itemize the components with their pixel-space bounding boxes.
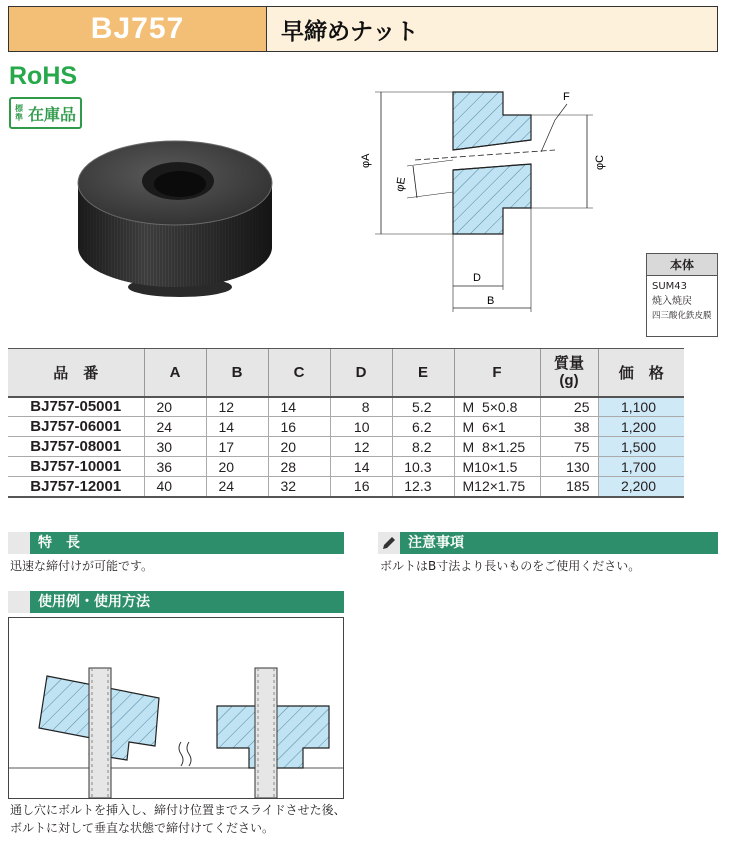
cell: 14 xyxy=(330,457,392,477)
col-header: F xyxy=(454,349,540,397)
col-header: C xyxy=(268,349,330,397)
cell: 75 xyxy=(540,437,598,457)
table-row xyxy=(8,477,684,497)
col-header: 品 番 xyxy=(8,349,144,397)
col-header: E xyxy=(392,349,454,397)
material-line-1: SUM43 xyxy=(652,281,688,292)
cell: 32 xyxy=(268,477,330,497)
dim-label-D: D xyxy=(473,272,481,284)
cell: 10 xyxy=(330,417,392,437)
cell-price: 1,700 xyxy=(598,457,684,477)
cell: 24 xyxy=(206,477,268,497)
product-photo xyxy=(70,135,280,305)
table-header-row xyxy=(8,349,684,397)
cell: M10×1.5 xyxy=(454,457,540,477)
material-box xyxy=(646,253,718,337)
col-header: A xyxy=(144,349,206,397)
cell: M 6×1 xyxy=(454,417,540,437)
cell: 38 xyxy=(540,417,598,437)
col-header: 質量 (g) xyxy=(540,349,598,397)
col-header: B xyxy=(206,349,268,397)
cell: 28 xyxy=(268,457,330,477)
usage-text-2: ボルトに対して垂直な状態で締付けてください。 xyxy=(10,821,275,835)
cell: M 5×0.8 xyxy=(454,397,540,417)
dim-label-phiE: φE xyxy=(394,176,408,193)
stock-badge-small: 標準 xyxy=(15,104,23,122)
cell: 24 xyxy=(144,417,206,437)
cell: 14 xyxy=(268,397,330,417)
stock-badge-label: 在庫品 xyxy=(28,104,77,124)
material-header: 本体 xyxy=(647,254,717,276)
cell-price: 1,500 xyxy=(598,437,684,457)
features-bar xyxy=(8,532,344,554)
cell: 10.3 xyxy=(392,457,454,477)
cell-code: BJ757-08001 xyxy=(8,437,144,457)
product-code: BJ757 xyxy=(9,7,267,51)
cell: 8.2 xyxy=(392,437,454,457)
table-row xyxy=(8,397,684,417)
cell: M12×1.75 xyxy=(454,477,540,497)
cell: 16 xyxy=(268,417,330,437)
cell: M 8×1.25 xyxy=(454,437,540,457)
features-title: 特 長 xyxy=(38,535,80,551)
cell: 20 xyxy=(268,437,330,457)
material-line-2: 焼入焼戻 xyxy=(652,296,692,307)
usage-diagram xyxy=(9,618,343,798)
col-header: D xyxy=(330,349,392,397)
material-line-3: 四三酸化鉄皮膜 xyxy=(652,311,712,321)
table-row xyxy=(8,437,684,457)
spec-table xyxy=(8,348,684,498)
cell: 130 xyxy=(540,457,598,477)
cell: 25 xyxy=(540,397,598,417)
cell: 12 xyxy=(330,437,392,457)
usage-figure-box xyxy=(8,617,344,799)
cell: 40 xyxy=(144,477,206,497)
section-mark xyxy=(378,532,400,554)
usage-title: 使用例・使用方法 xyxy=(38,594,150,610)
table-row xyxy=(8,417,684,437)
cell: 30 xyxy=(144,437,206,457)
stock-badge xyxy=(9,97,82,129)
cell-code: BJ757-06001 xyxy=(8,417,144,437)
dim-label-phiA: φA xyxy=(360,153,372,168)
cell: 12 xyxy=(206,397,268,417)
cautions-title: 注意事項 xyxy=(408,535,464,551)
dimension-drawing xyxy=(355,80,615,320)
col-header: 価 格 xyxy=(598,349,684,397)
cell-code: BJ757-10001 xyxy=(8,457,144,477)
cell: 16 xyxy=(330,477,392,497)
product-title: 早締めナット xyxy=(267,7,717,51)
usage-bar xyxy=(8,591,344,613)
table-row xyxy=(8,457,684,477)
cell: 185 xyxy=(540,477,598,497)
cell-code: BJ757-05001 xyxy=(8,397,144,417)
cell-price: 2,200 xyxy=(598,477,684,497)
cell-code: BJ757-12001 xyxy=(8,477,144,497)
section-mark xyxy=(8,591,30,613)
rohs-badge: RoHS xyxy=(9,62,78,90)
cell: 36 xyxy=(144,457,206,477)
cell: 12.3 xyxy=(392,477,454,497)
cell: 6.2 xyxy=(392,417,454,437)
cell-price: 1,100 xyxy=(598,397,684,417)
section-mark xyxy=(8,532,30,554)
dim-label-phiC: φC xyxy=(594,154,606,170)
cautions-bar xyxy=(378,532,718,554)
cautions-text: ボルトはB寸法より長いものをご使用ください。 xyxy=(380,559,641,573)
cell: 20 xyxy=(206,457,268,477)
dim-label-B: B xyxy=(487,295,495,307)
dim-label-F: F xyxy=(563,91,570,103)
cell: 20 xyxy=(144,397,206,417)
cell-price: 1,200 xyxy=(598,417,684,437)
cell: 17 xyxy=(206,437,268,457)
usage-text-1: 通し穴にボルトを挿入し、締付け位置までスライドさせた後、 xyxy=(10,803,346,817)
page-header xyxy=(8,6,718,52)
cell: 8 xyxy=(330,397,392,417)
cell: 5.2 xyxy=(392,397,454,417)
pencil-icon xyxy=(378,532,400,554)
cell: 14 xyxy=(206,417,268,437)
features-text: 迅速な締付けが可能です。 xyxy=(10,559,154,573)
